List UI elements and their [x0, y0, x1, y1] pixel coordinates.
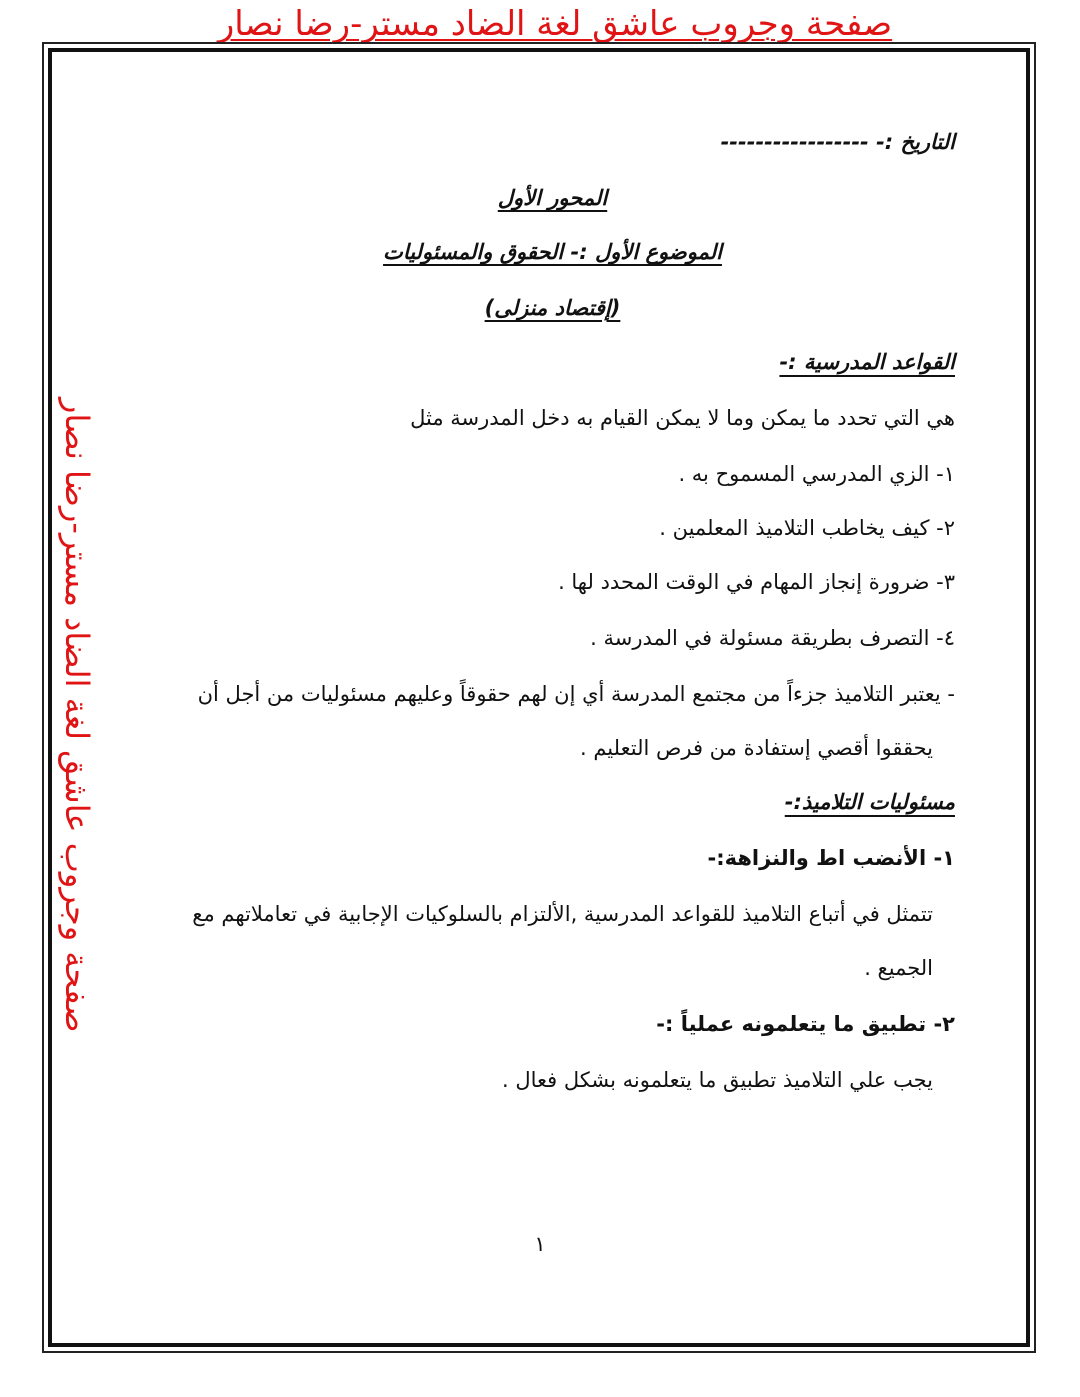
date-label: التاريخ :-: [876, 130, 955, 154]
discipline-line-2: الجميع .: [864, 956, 933, 980]
side-watermark: صفحة وجروب عاشق لغة الضاد مستر-رضا نصار: [58, 397, 96, 1033]
discipline-line-1: تتمثل في أتباع التلاميذ للقواعد المدرسية ,الألتزام بالسلوكيات الإجابية في تعاملاتهم مع: [192, 902, 933, 926]
date-blank: -----------------: [720, 130, 869, 154]
topic-title-row: [150, 232, 955, 272]
page-number: ١: [534, 1232, 546, 1256]
students-note-line-2: يحققوا أقصي إستفادة من فرص التعليم .: [579, 736, 933, 760]
school-rules-intro: هي التي تحدد ما يمكن وما لا يمكن القيام به دخل المدرسة مثل: [410, 406, 955, 430]
responsibilities-heading: مسئوليات التلاميذ:-: [784, 790, 955, 814]
rule-item: ٢- كيف يخاطب التلاميذ المعلمين .: [659, 516, 955, 540]
subject-row: [150, 288, 955, 328]
school-rules-heading: القواعد المدرسية :-: [779, 350, 955, 374]
apply-line: يجب علي التلاميذ تطبيق ما يتعلمونه بشكل فعال .: [502, 1068, 933, 1092]
rule-item: ١- الزي المدرسي المسموح به .: [678, 462, 955, 486]
discipline-heading: ١- الأنضب اط والنزاهة:-: [707, 846, 955, 870]
axis-title: المحور الأول: [497, 186, 608, 210]
axis-title-row: [150, 178, 955, 218]
apply-heading: ٢- تطبيق ما يتعلمونه عملياً :-: [656, 1012, 955, 1036]
topic-title: الموضوع الأول :- الحقوق والمسئوليات: [383, 240, 722, 264]
subject-title: (إقتصاد منزلى): [484, 296, 621, 320]
students-note-line-1: - يعتبر التلاميذ جزءاً من مجتمع المدرسة أي إن لهم حقوقاً وعليهم مسئوليات من أجل أن: [197, 682, 955, 706]
date-row: [721, 122, 955, 162]
rule-item: ٤- التصرف بطريقة مسئولة في المدرسة .: [590, 626, 955, 650]
page-banner: صفحة وجروب عاشق لغة الضاد مستر-رضا نصار: [217, 4, 893, 44]
rule-item: ٣- ضرورة إنجاز المهام في الوقت المحدد لها .: [558, 570, 955, 594]
